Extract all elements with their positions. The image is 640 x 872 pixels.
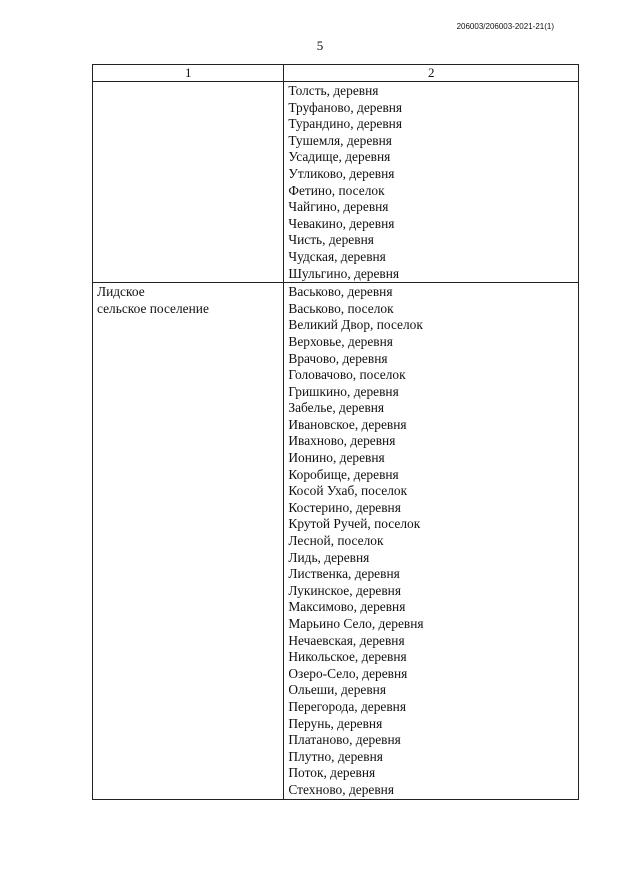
place-item: Максимово, деревня (288, 599, 406, 615)
place-item: Васьково, поселок (288, 300, 394, 316)
place-item: Плутно, деревня (288, 748, 383, 764)
place-item: Чевакино, деревня (288, 215, 395, 231)
place-item: Верховье, деревня (288, 333, 393, 349)
place-item: Чудская, деревня (288, 248, 386, 264)
place-item: Турандино, деревня (288, 116, 402, 132)
place-item: Стехново, деревня (288, 781, 394, 797)
table-row (93, 82, 579, 283)
place-item: Головачово, поселок (288, 367, 406, 383)
column-header-2: 2 (284, 65, 579, 82)
places-cell (284, 82, 579, 283)
place-item: Лесной, поселок (288, 533, 384, 549)
place-item: Тушемля, деревня (288, 132, 392, 148)
place-item: Чайгино, деревня (288, 199, 389, 215)
place-item: Гришкино, деревня (288, 383, 399, 399)
place-item: Врачово, деревня (288, 350, 388, 366)
place-item: Лиственка, деревня (288, 566, 400, 582)
place-item: Озеро-Село, деревня (288, 665, 408, 681)
place-item: Нечаевская, деревня (288, 632, 405, 648)
place-item: Крутой Ручей, поселок (288, 516, 421, 532)
settlement-name-line: сельское поселение (97, 300, 209, 316)
place-item: Косой Ухаб, поселок (288, 483, 408, 499)
place-item: Васьково, деревня (288, 284, 393, 300)
places-cell (284, 283, 579, 799)
document-id: 206003/206003-2021-21(1) (456, 22, 554, 31)
place-item: Ивахново, деревня (288, 433, 396, 449)
place-item: Марьино Село, деревня (288, 616, 424, 631)
settlement-cell (93, 283, 284, 799)
place-item: Чисть, деревня (288, 232, 374, 248)
place-item: Ольеши, деревня (288, 682, 387, 698)
place-item: Ионино, деревня (288, 450, 385, 466)
place-item: Перегорода, деревня (288, 698, 406, 714)
settlement-name-line: Лидское (97, 284, 145, 300)
column-header-1: 1 (93, 65, 284, 82)
place-item: Утликово, деревня (288, 165, 395, 181)
place-item: Поток, деревня (288, 765, 376, 781)
place-item: Лукинское, деревня (288, 582, 401, 598)
place-item: Перунь, деревня (288, 715, 383, 731)
settlement-cell (93, 82, 284, 283)
table-header-row (93, 65, 579, 82)
place-item: Платаново, деревня (288, 732, 401, 748)
place-item: Шульгино, деревня (288, 265, 400, 281)
settlements-table (92, 64, 579, 800)
place-item: Костерино, деревня (288, 499, 401, 515)
place-item: Толсть, деревня (288, 83, 379, 98)
place-item: Труфаново, деревня (288, 99, 403, 115)
place-item: Великий Двор, поселок (288, 317, 423, 333)
table-row (93, 283, 579, 799)
place-item: Фетино, поселок (288, 182, 385, 198)
page-number: 5 (316, 38, 324, 53)
place-item: Ивановское, деревня (288, 416, 407, 432)
place-item: Усадище, деревня (288, 149, 391, 165)
place-item: Коробище, деревня (288, 466, 399, 482)
place-item: Никольское, деревня (288, 649, 407, 665)
place-item: Лидь, деревня (288, 549, 370, 565)
place-item: Забелье, деревня (288, 400, 385, 416)
